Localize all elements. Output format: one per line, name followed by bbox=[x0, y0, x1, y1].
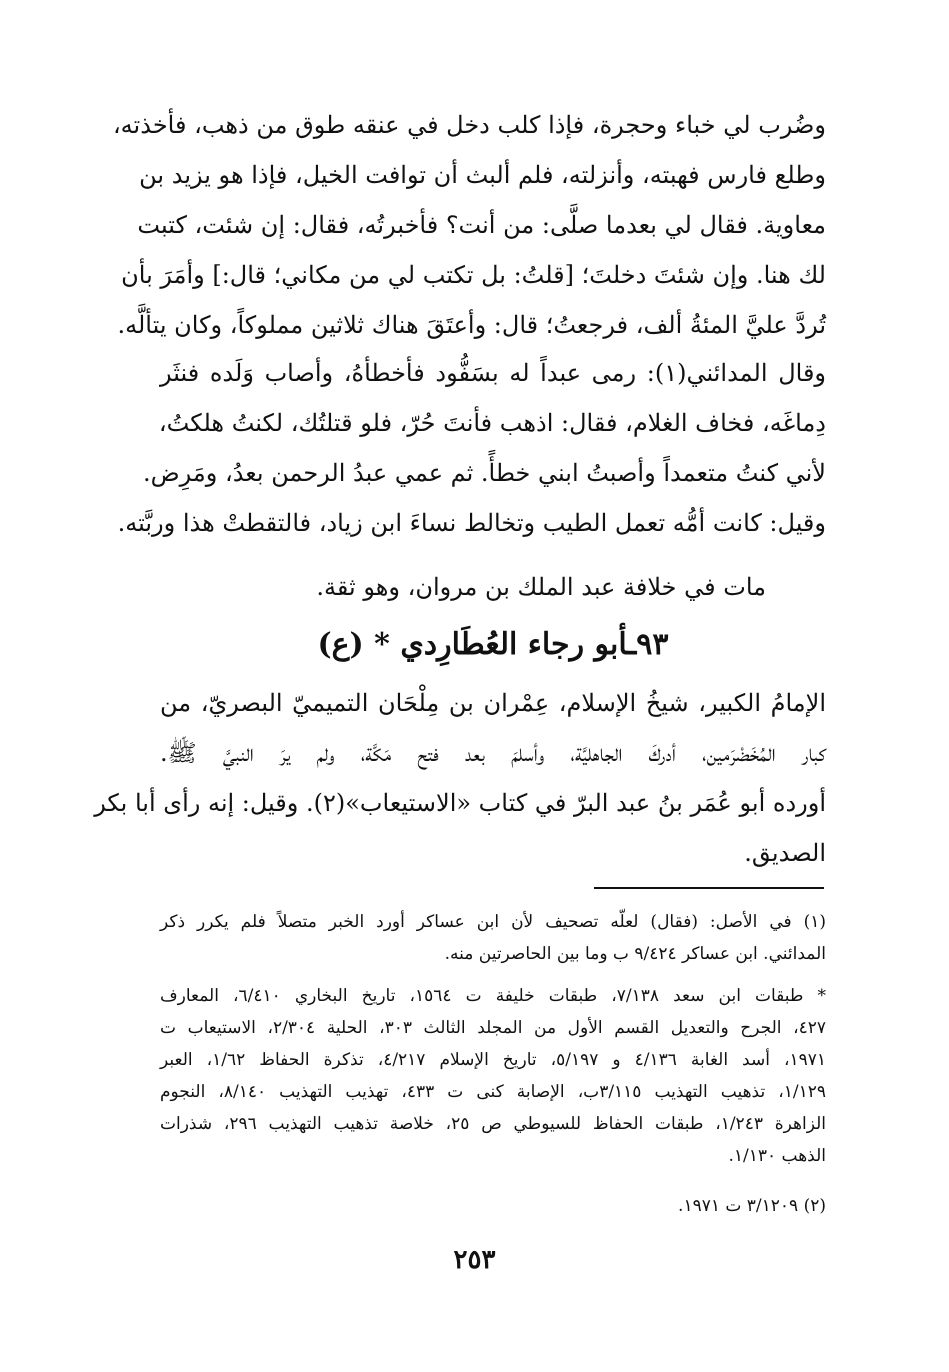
footnote-line: ١/١٢٩، تذهيب التهذيب ٣/١١٥ب، الإصابة كنى ت ٤٣٣، تهذيب التهذيب ٨/١٤٠، النجوم bbox=[160, 1082, 826, 1102]
paragraph-story bbox=[112, 100, 826, 350]
footnote-divider bbox=[594, 887, 824, 889]
footnote-sources bbox=[160, 980, 826, 1172]
text-line: أورده أبو عُمَر بنُ عبد البرّ في كتاب «الاستيعاب»(٢). وقيل: إنه رأى أبا بكر bbox=[94, 789, 826, 817]
text-line: كبار المُخَضْرَمين، أدركَ الجاهليَّة، وأسلمَ بعد فتح مَكَّة، ولم يرَ النبيَّ ﷺ. bbox=[160, 739, 826, 767]
text-line: الإمامُ الكبير، شيخُ الإسلام، عِمْران بن مِلْحَان التميميّ البصريّ، من bbox=[160, 689, 826, 717]
footnote-line: المدائني. ابن عساكر ٩/٤٢٤ ب وما بين الحاصرتين منه. bbox=[444, 944, 826, 964]
footnote-line: (١) في الأصل: (فقال) لعلّه تصحيف لأن ابن عساكر أورد الخبر متصلاً فلم يكرر ذكر bbox=[160, 912, 826, 932]
footnote-line: * طبقات ابن سعد ٧/١٣٨، طبقات خليفة ت ١٥٦٤، تاريخ البخاري ٦/٤١٠، المعارف bbox=[160, 986, 827, 1006]
footnote-line: ٤٢٧، الجرح والتعديل القسم الأول من المجلد الثالث ٣٠٣، الحلية ٢/٣٠٤، الاستيعاب ت bbox=[160, 1018, 826, 1038]
footnote-2 bbox=[160, 1190, 826, 1222]
footnote-line: الذهب ١/١٣٠. bbox=[728, 1146, 826, 1166]
paragraph-death bbox=[160, 562, 826, 612]
text-line: مات في خلافة عبد الملك بن مروان، وهو ثقة. bbox=[316, 573, 766, 601]
footnote-1 bbox=[160, 906, 826, 970]
paragraph-biography bbox=[94, 678, 826, 878]
biography-heading: ٩٣ـأبو رجاء العُطَارِدي * (ع) bbox=[317, 627, 669, 662]
text-line: وطلع فارس فهبته، وأنزلته، فلم ألبث أن توافت الخيل، فإذا هو يزيد بن bbox=[139, 161, 826, 189]
paragraph-madaini bbox=[117, 348, 827, 548]
footnote-line: ١٩٧١، أسد الغابة ٤/١٣٦ و ٥/١٩٧، تاريخ الإسلام ٤/٢١٧، تذكرة الحفاظ ١/٦٢، العبر bbox=[160, 1050, 826, 1070]
text-line: الصديق. bbox=[744, 839, 826, 867]
footnote-line: الزاهرة ١/٢٤٣، طبقات الحفاظ للسيوطي ص ٢٥، خلاصة تذهيب التهذيب ٢٩٦، شذرات bbox=[160, 1114, 826, 1134]
text-line: وضُرب لي خباء وحجرة، فإذا كلب دخل في عنقه طوق من ذهب، فأخذته، bbox=[112, 111, 826, 139]
text-line: معاوية. فقال لي بعدما صلَّى: من أنت؟ فأخبرتُه، فقال: إن شئت، كتبت bbox=[137, 211, 826, 239]
text-line: وقيل: كانت أمُّه تعمل الطيب وتخالط نساءَ ابن زياد، فالتقطتْ هذا وربَّته. bbox=[117, 509, 826, 537]
text-line: وقال المدائني(١): رمى عبداً له بسَفُّود فأخطأهُ، وأصاب وَلَده فنثَر bbox=[160, 359, 827, 387]
text-line: تُردَّ عليَّ المئةُ ألف، فرجعتُ؛ قال: وأعتَقَ هناك ثلاثين مملوكاً، وكان يتألَّه. bbox=[117, 311, 826, 339]
footnote-line: (٢) ٣/١٢٠٩ ت ١٩٧١. bbox=[678, 1196, 826, 1216]
text-line: لأني كنتُ متعمداً وأصبتُ ابني خطأً. ثم عمي عبدُ الرحمن بعدُ، ومَرِض. bbox=[143, 459, 826, 487]
text-line: لك هنا. وإن شئتَ دخلتَ؛ [قلتُ: بل تكتب لي من مكاني؛ قال:] وأمَرَ بأن bbox=[121, 261, 826, 289]
page-number: ٢٥٣ bbox=[453, 1245, 496, 1275]
text-line: دِماغَه، فخاف الغلام، فقال: اذهب فأنتَ حُرّ، فلو قتلتُك، لكنتُ هلكتُ، bbox=[158, 409, 826, 437]
